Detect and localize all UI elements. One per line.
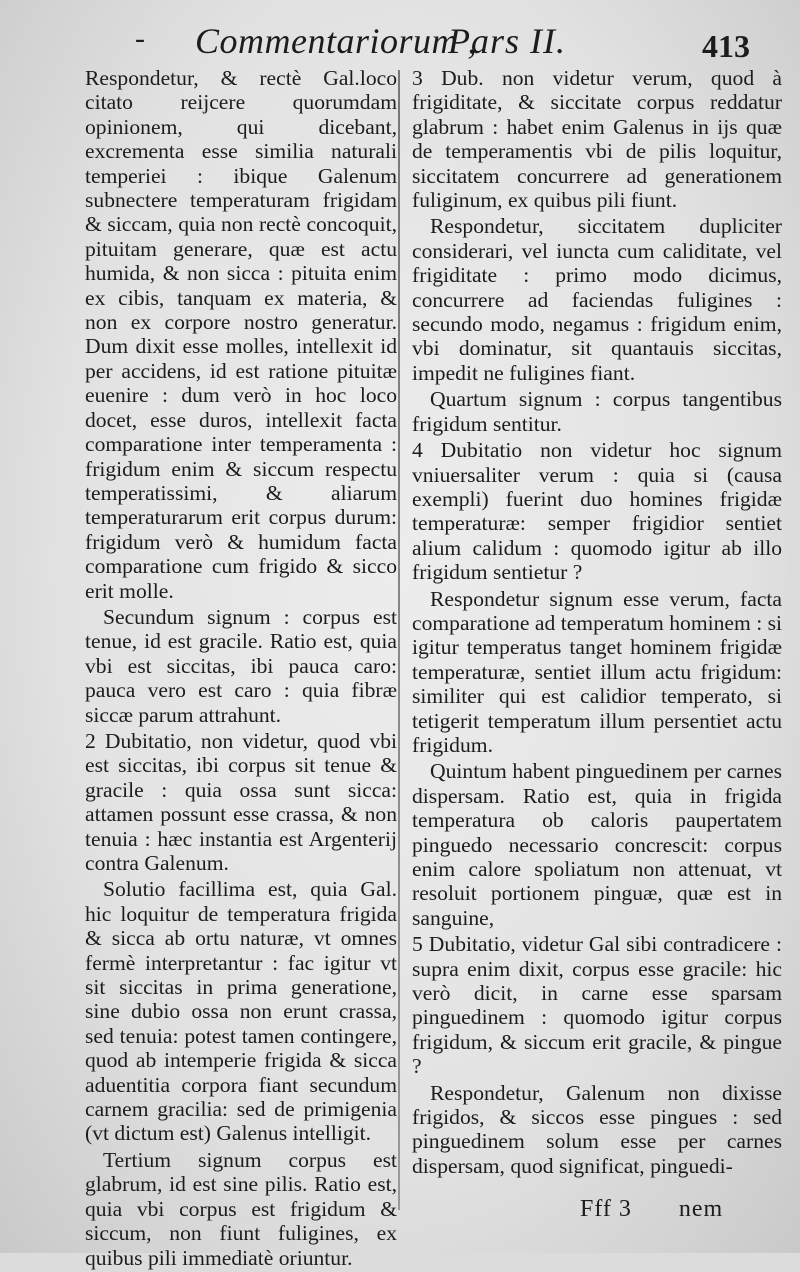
paragraph: Tertium signum corpus est glabrum, id est sine pilis. Ratio est, quia vbi corpus est frigidum & siccum, non fiunt fuligines, ex quibus pili immediatè oriuntur. — [85, 1147, 397, 1270]
column-rule — [398, 70, 400, 1210]
left-column — [85, 66, 397, 1272]
paragraph: 5 Dubitatio, videtur Gal sibi contradicere : supra enim dixit, corpus esse gracile: hic verò dicit, in carne esse sparsam pinguedinem : quomodo igitur corpus frigidum, & siccum erit gracile, & pingue ? — [412, 932, 782, 1079]
paragraph: Quartum signum : corpus tangentibus frigidum sentitur. — [412, 387, 782, 436]
catchword: nem — [678, 1196, 724, 1222]
paragraph: Respondetur, siccitatem dupliciter considerari, vel iuncta cum caliditate, vel frigiditate : primo modo dicimus, concurrere ad faciendas fuligines : secundo modo, negamus : frigidum enim, vbi dominatur, sit quantauis siccitas, impedit ne fuligines fiant. — [412, 214, 782, 385]
paragraph: Secundum signum : corpus est tenue, id est gracile. Ratio est, quia vbi est siccitas, ibi pauca caro: pauca vero est caro : quia fibræ siccæ parum attrahunt. — [85, 604, 397, 727]
signature-mark: Fff 3 — [580, 1196, 632, 1222]
paragraph: Respondetur, & rectè Gal.loco citato reijcere quorumdam opinionem, qui dicebant, excrementa esse similia naturali temperiei : ibique Galenum subnectere temperaturam frigidam & siccam, quia non rectè concoquit, pituitam generare, quæ est actu humida, & non sicca : pituita enim ex cibis, tanquam ex materia, & non ex corpore nostro generatur. Dum dixit esse molles, intellexit id per accidens, id est ratione pituitæ euenire : dum verò in hoc loco docet, esse duros, intellexit facta comparatione inter temperamenta : frigidum enim & siccum respectu temperatissimi, & aliarum temperaturarum erit corpus durum: frigidum verò & humidum facta comparatione cum frigido & sicco erit molle. — [85, 66, 397, 603]
paragraph: 2 Dubitatio, non videtur, quod vbi est siccitas, ibi corpus sit tenue & gracile : quia ossa sunt sicca: attamen possunt esse crassa, & non tenuia : hæc instantia est Argenterij contra Galenum. — [85, 728, 397, 875]
paragraph: Solutio facillima est, quia Gal. hic loquitur de temperatura frigida & sicca ab ortu naturæ, vt omnes fermè interpretantur : fac igitur vt sit siccitas in prima generatione, sine dubio ossa non erunt crassa, sed tenuia: potest tamen contingere, quod ab intemperie frigida & sicca aduentitia corpora fiant secundum carnem gracilia: sed de primigenia (vt dictum est) Galenus intelligit. — [85, 877, 397, 1146]
right-column — [412, 66, 782, 1180]
running-title: Commentariorum , — [195, 21, 478, 61]
page-number: 413 — [702, 28, 750, 64]
header-dash: - — [135, 22, 145, 55]
paragraph: 4 Dubitatio non videtur hoc signum vniuersaliter verum : quia si (causa exempli) fuerint duo homines frigidæ temperaturæ: semper frigidior sentiet alium calidum : quomodo igitur ab illo frigidum sentietur ? — [412, 438, 782, 585]
paragraph: Respondetur, Galenum non dixisse frigidos, & siccos esse pingues : sed pinguedinem solum esse per carnes dispersam, quod significat, pinguedi- — [412, 1080, 782, 1178]
part-label: Pars II. — [448, 21, 566, 61]
running-header — [0, 20, 800, 70]
page-footer — [580, 1196, 723, 1223]
paragraph: Quintum habent pinguedinem per carnes dispersam. Ratio est, quia in frigida temperatura ob caloris paupertatem pinguedo necessario concrescit: corpus enim calore spoliatum non attenuat, vt resoluit portionem pinguæ, quæ est in sanguine, — [412, 759, 782, 930]
paragraph: 3 Dub. non videtur verum, quod à frigiditate, & siccitate corpus reddatur glabrum : habet enim Galenus in ijs quæ de temperamentis vbi de pilis loquitur, siccitatem concurrere ad generationem fuliginum, ex quibus pili fiunt. — [412, 66, 782, 213]
paragraph: Respondetur signum esse verum, facta comparatione ad temperatum hominem : si igitur temperatus tanget hominem frigidæ temperaturæ, sentiet illum actu frigidum: similiter qui est calidior temperato, si tetigerit temperatum illum persentiet actu frigidum. — [412, 586, 782, 757]
